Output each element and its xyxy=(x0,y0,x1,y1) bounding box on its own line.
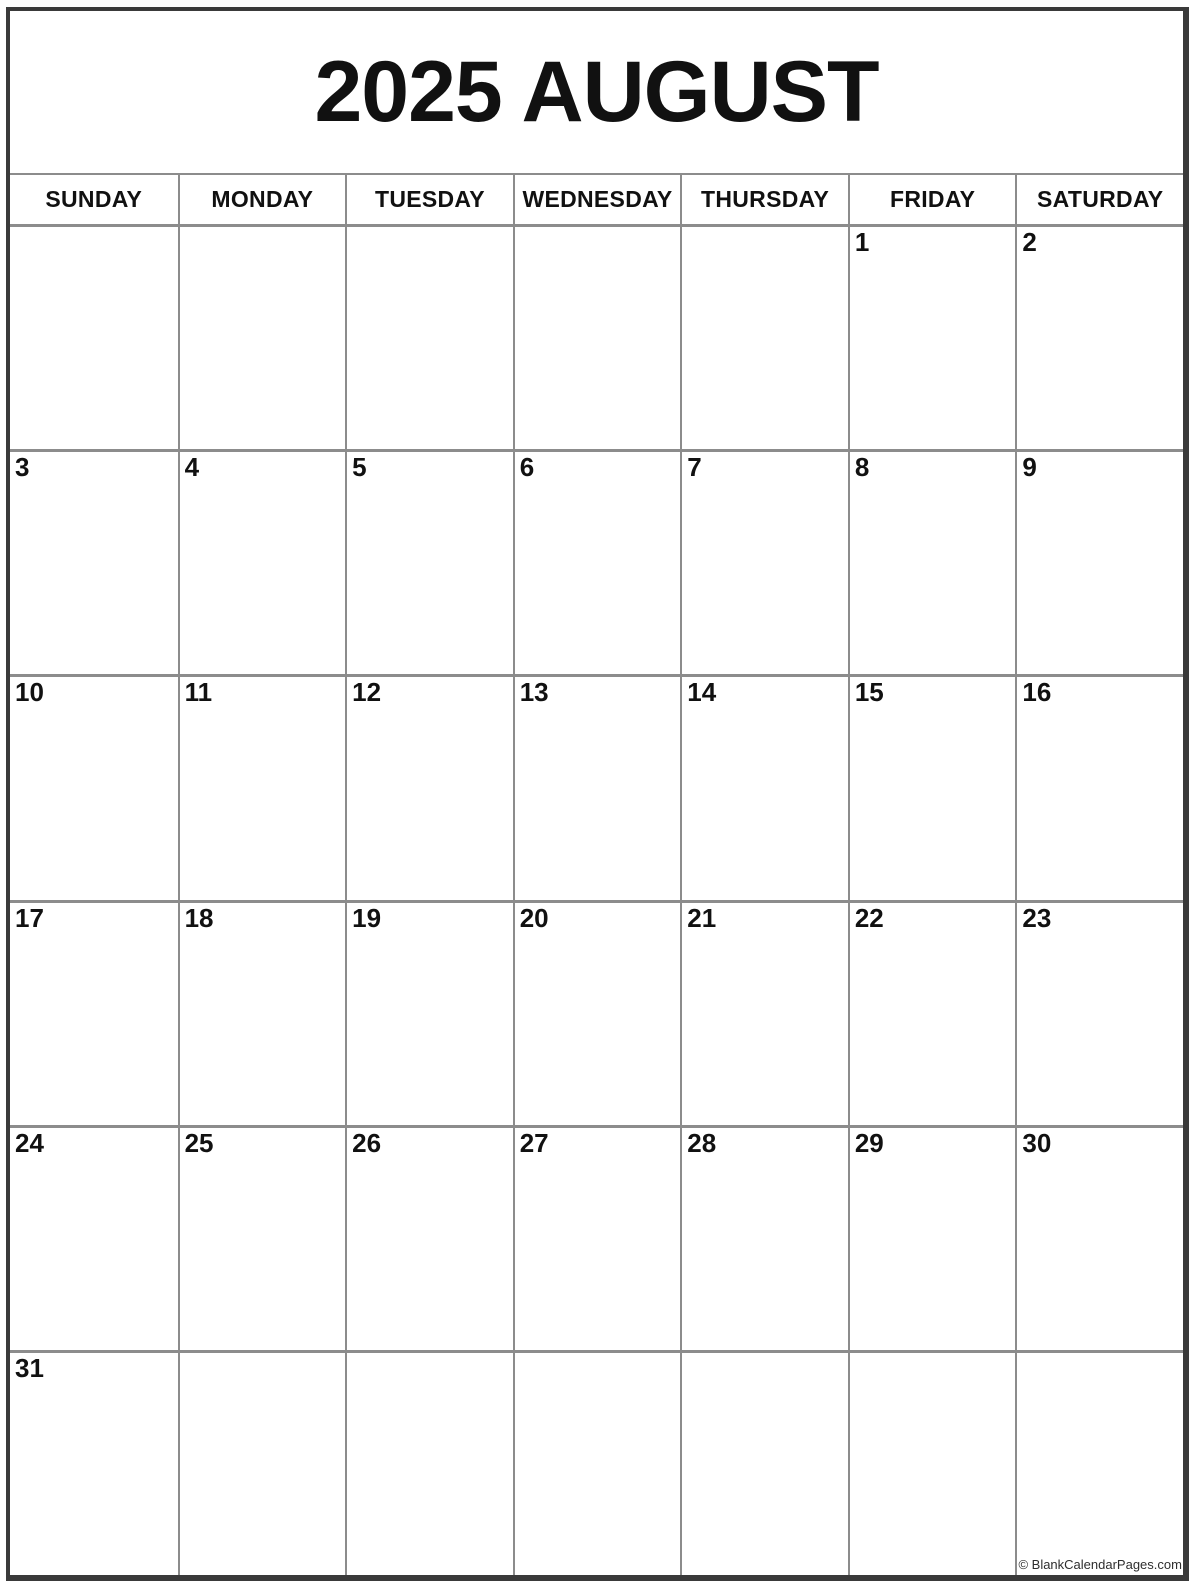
day-cell-empty xyxy=(680,224,848,449)
day-cell-4 xyxy=(178,449,346,674)
day-header-friday xyxy=(848,173,1016,224)
day-cell-30 xyxy=(1015,1125,1183,1350)
date-number: 30 xyxy=(1022,1127,1052,1158)
date-number: 5 xyxy=(352,452,367,483)
day-cell-empty xyxy=(680,1350,848,1575)
day-cell-1 xyxy=(848,224,1016,449)
date-number: 11 xyxy=(184,677,213,708)
date-number: 9 xyxy=(1022,452,1037,483)
calendar-grid xyxy=(10,173,1183,1575)
day-header-wednesday xyxy=(513,173,681,224)
day-cell-8 xyxy=(848,449,1016,674)
day-cell-10 xyxy=(10,674,178,899)
date-number: 7 xyxy=(687,452,702,483)
day-cell-24 xyxy=(10,1125,178,1350)
day-cell-12 xyxy=(345,674,513,899)
date-number: 17 xyxy=(15,902,44,933)
day-cell-6 xyxy=(513,449,681,674)
day-header-tuesday xyxy=(345,173,513,224)
date-number: 6 xyxy=(519,452,535,483)
date-number: 26 xyxy=(352,1127,382,1158)
day-cell-empty xyxy=(345,1350,513,1575)
day-cell-19 xyxy=(345,900,513,1125)
date-number: 28 xyxy=(687,1127,717,1158)
date-number: 19 xyxy=(352,902,382,933)
date-number: 21 xyxy=(687,902,717,933)
date-number: 16 xyxy=(1022,677,1052,708)
day-cell-22 xyxy=(848,900,1016,1125)
date-number: 12 xyxy=(352,677,382,708)
date-number: 4 xyxy=(184,452,200,483)
day-cell-29 xyxy=(848,1125,1016,1350)
day-cell-26 xyxy=(345,1125,513,1350)
day-header-label: THURSDAY xyxy=(701,186,830,212)
day-cell-5 xyxy=(345,449,513,674)
day-cell-18 xyxy=(178,900,346,1125)
day-cell-empty xyxy=(513,1350,681,1575)
date-number: 25 xyxy=(184,1127,214,1158)
day-cell-17 xyxy=(10,900,178,1125)
day-cell-21 xyxy=(680,900,848,1125)
day-header-label: SUNDAY xyxy=(45,186,143,212)
date-number: 24 xyxy=(15,1127,44,1158)
day-cell-empty xyxy=(1015,1350,1183,1575)
day-cell-28 xyxy=(680,1125,848,1350)
day-cell-16 xyxy=(1015,674,1183,899)
date-number: 23 xyxy=(1022,902,1052,933)
day-cell-13 xyxy=(513,674,681,899)
day-header-sunday xyxy=(10,173,178,224)
day-cell-27 xyxy=(513,1125,681,1350)
calendar-title: 2025 AUGUST xyxy=(314,43,879,140)
day-cell-20 xyxy=(513,900,681,1125)
day-cell-25 xyxy=(178,1125,346,1350)
calendar-frame xyxy=(6,7,1189,1581)
day-cell-empty xyxy=(10,224,178,449)
date-number: 1 xyxy=(854,227,870,257)
date-number: 31 xyxy=(15,1352,44,1383)
date-number: 15 xyxy=(854,677,884,708)
day-cell-31 xyxy=(10,1350,178,1575)
day-header-label: FRIDAY xyxy=(889,186,976,212)
day-header-monday xyxy=(178,173,346,224)
date-number: 13 xyxy=(519,677,549,708)
title-bar xyxy=(10,11,1183,173)
date-number: 3 xyxy=(15,452,30,483)
date-number: 8 xyxy=(854,452,870,483)
date-number: 29 xyxy=(854,1127,884,1158)
day-header-saturday xyxy=(1015,173,1183,224)
day-cell-2 xyxy=(1015,224,1183,449)
day-header-label: WEDNESDAY xyxy=(522,186,673,212)
date-number: 14 xyxy=(687,677,717,708)
day-cell-empty xyxy=(178,224,346,449)
day-cell-empty xyxy=(345,224,513,449)
day-cell-3 xyxy=(10,449,178,674)
date-number: 10 xyxy=(15,677,44,708)
day-cell-empty xyxy=(513,224,681,449)
day-header-label: SATURDAY xyxy=(1037,186,1164,212)
watermark: © BlankCalendarPages.com xyxy=(1018,1557,1182,1572)
day-header-label: TUESDAY xyxy=(374,186,485,212)
day-cell-7 xyxy=(680,449,848,674)
day-header-label: MONDAY xyxy=(211,186,314,212)
day-cell-empty xyxy=(848,1350,1016,1575)
day-cell-14 xyxy=(680,674,848,899)
date-number: 20 xyxy=(519,902,549,933)
date-number: 18 xyxy=(184,902,214,933)
date-number: 27 xyxy=(519,1127,549,1158)
day-cell-23 xyxy=(1015,900,1183,1125)
day-header-thursday xyxy=(680,173,848,224)
day-cell-empty xyxy=(178,1350,346,1575)
date-number: 22 xyxy=(854,902,884,933)
day-cell-11 xyxy=(178,674,346,899)
day-cell-9 xyxy=(1015,449,1183,674)
date-number: 2 xyxy=(1022,227,1037,257)
day-cell-15 xyxy=(848,674,1016,899)
